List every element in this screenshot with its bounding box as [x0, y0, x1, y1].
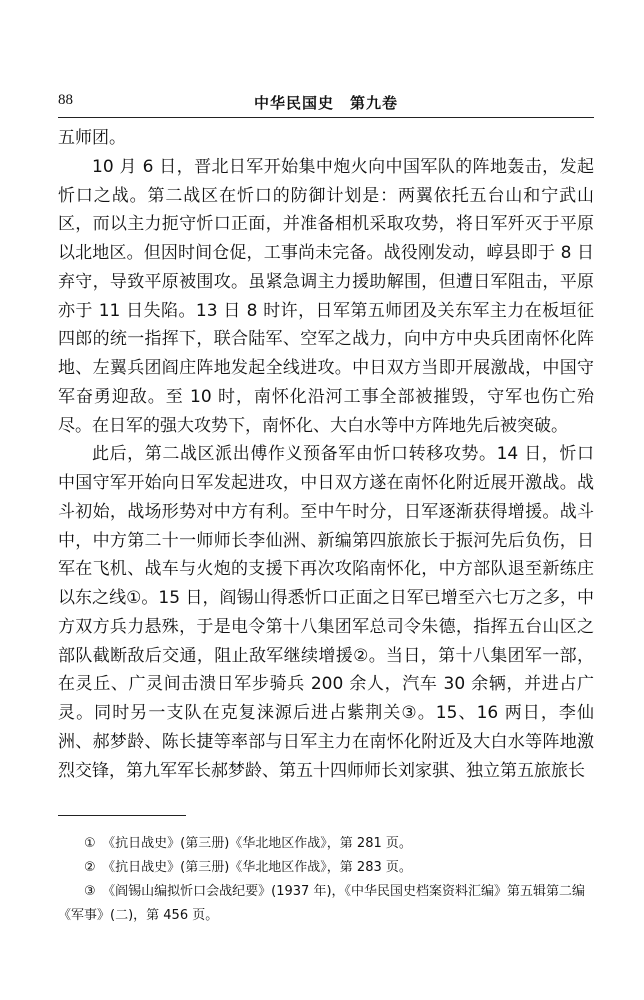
header-rule: [58, 117, 594, 118]
paragraph: 此后，第二战区派出傅作义预备军由忻口转移攻势。14 日，忻口中国守军开始向日军发起进攻，中日双方遂在南怀化附近展开激战。战斗初始，战场形势对中方有利。至中午时分，日军逐渐获得增援。战斗中，中方第二十一师师长李仙洲、新编第四旅旅长于振河先后负伤，日军在飞机、战车与火炮的支援下再次攻陷南怀化，中方部队退至新练庄以东之线①。15 日，阎锡山得悉忻口正面之日军已增至六七万之多，中方双方兵力悬殊，于是电令第十八集团军总司令朱德，指挥五台山区之部队截断敌后交通，阻止敌军继续增援②。当日，第十八集团军一部，在灵丘、广灵间击溃日军步骑兵 200 余人，汽车 30 余辆，并进占广灵。同时另一支队在克复涞源后进占紫荆关③。15、16 两日，李仙洲、郝梦龄、陈长捷等率部与日军主力在南怀化附近及大白水等阵地激烈交锋，第九军军长郝梦龄、第五十四师师长刘家骐、独立第五旅旅长: [58, 444, 594, 781]
body-text: [58, 124, 594, 785]
footnote: ② 《抗日战史》(第三册)《华北地区作战》，第 283 页。: [84, 860, 412, 875]
page-number: 88: [58, 92, 73, 108]
running-title: 中华民国史 第九卷: [253, 94, 398, 112]
page-header: [58, 92, 594, 118]
footnote: ③ 《阎锡山编拟忻口会战纪要》(1937 年)，《中华民国史档案资料汇编》第五辑第二编《军事》(二)，第 456 页。: [58, 884, 586, 923]
footnote-rule: [58, 815, 186, 816]
paragraph-continuation: 五师团。: [58, 128, 126, 148]
footnote: ① 《抗日战史》(第三册)《华北地区作战》，第 281 页。: [84, 836, 412, 851]
paragraph: 10 月 6 日，晋北日军开始集中炮火向中国军队的阵地轰击，发起忻口之战。第二战区在忻口的防御计划是：两翼依托五台山和宁武山区，而以主力扼守忻口正面，并准备相机采取攻势，将日军歼灭于平原以北地区。但因时间仓促，工事尚未完备。战役刚发动，崞县即于 8 日弃守，导致平原被围攻。虽紧急调主力援助解围，但遭日军阻击，平原亦于 11 日失陷。13 日 8 时许，日军第五师团及关东军主力在板垣征四郎的统一指挥下，联合陆军、空军之战力，向中方中央兵团南怀化阵地、左翼兵团阎庄阵地发起全线进攻。中日双方当即开展激战，中国守军奋勇迎敌。至 10 时，南怀化沿河工事全部被摧毁，守军也伤亡殆尽。在日军的强大攻势下，南怀化、大白水等中方阵地先后被突破。: [58, 156, 594, 436]
footnotes: [58, 832, 594, 928]
